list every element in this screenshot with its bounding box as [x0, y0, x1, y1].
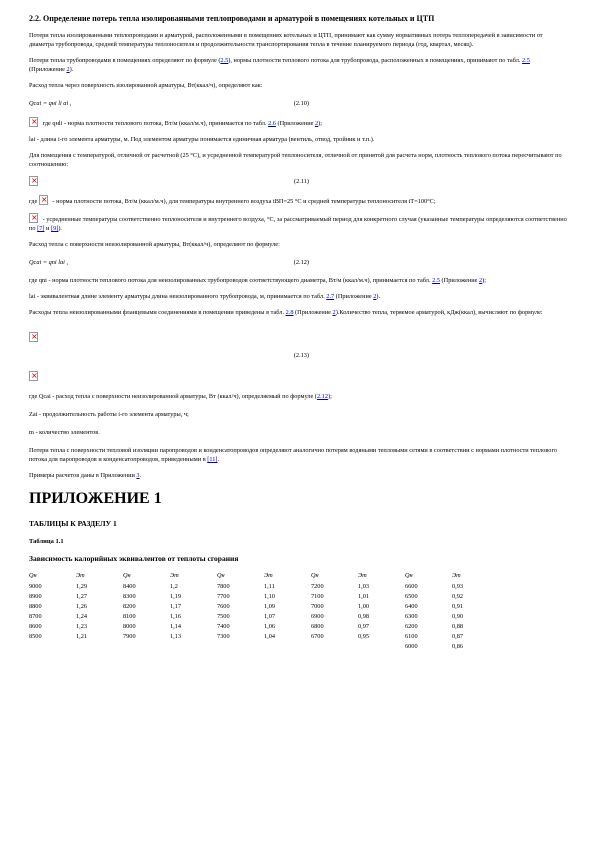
table-cell: 9000 [29, 582, 42, 590]
link-table-2-6[interactable]: 2.6 [268, 120, 276, 127]
table-cell: 1,17 [170, 602, 182, 610]
table-cell: 6600 [405, 582, 418, 590]
table-cell: 1,13 [170, 632, 182, 640]
table-cell [217, 641, 264, 651]
equation-2-10 [29, 99, 567, 108]
paragraph-7: где × - норма плотности потока, Вт/м (ккал/м.ч), для температуры внутреннего воздуха tВП=25 °С и средней температуры теплоносителя tT=100°C; [29, 195, 567, 206]
table-row [29, 581, 499, 591]
paragraph-8: × - усредненные температуры соответственно теплоносителя и внутреннего воздуха, °С, за рассматриваемый период для конкретного случая (указанные температуры определяются соответственно по [7] и [9]). [29, 213, 567, 233]
link-table-2-5[interactable]: 2.5 [522, 57, 530, 64]
equation-2-13-part-2 [29, 366, 567, 384]
table-row [29, 611, 499, 621]
link-table-2-7[interactable]: 2.7 [326, 293, 335, 300]
table-cell: 0,91 [452, 602, 464, 610]
table-row [29, 591, 499, 601]
equation-2-11 [29, 176, 567, 186]
table-cell: 1,09 [264, 602, 276, 610]
paragraph-10: где qni - норма плотности теплового потока для неизолированных трубопроводов соответствующего диаметра, Вт/м (ккал/м.ч), принимается по табл. 2.5 (Приложение 2); [29, 277, 487, 284]
table-cell: 6500 [405, 592, 418, 600]
table-cell: 7600 [217, 602, 230, 610]
table-cell: 0,90 [452, 612, 464, 620]
broken-image-icon [29, 213, 38, 223]
table-header-cell: Эт [358, 572, 367, 579]
table-cell: 7200 [311, 582, 324, 590]
table-cell: 8500 [29, 632, 42, 640]
table-cell: 0,97 [358, 622, 370, 630]
table-cell: 8700 [29, 612, 42, 620]
table-cell [29, 641, 76, 651]
paragraph-2: Потери тепла трубопроводами в помещениях определяют по формуле (2.5), нормы плотности теплового потока для трубопровода, расположенных в помещениях, принимают по табл. 2.5 (Приложение 2). [29, 57, 530, 73]
paragraph-14: Zai - продолжительность работы i-го элемента арматуры, ч; [29, 411, 189, 418]
paragraph-12: Расходы тепла неизолированными фланцевыми соединениями в помещении приведены в табл. 2.8 (Приложение 2).Количество тепла, теряемое арматурой, кДж(ккал), вычисляют по формуле: [29, 309, 543, 316]
table-cell: 8400 [123, 582, 136, 590]
table-cell: 0,95 [358, 632, 370, 640]
equation-2-13-part-1 [29, 327, 567, 345]
equation-2-11-number: (2.11) [294, 177, 309, 185]
table-header-cell: Эт [76, 572, 85, 579]
link-ref-9[interactable]: [9] [50, 225, 59, 232]
appendix-title: ПРИЛОЖЕНИЕ 1 [29, 490, 162, 507]
table-cell: 1,16 [170, 612, 182, 620]
table-header-row [29, 570, 499, 581]
table-cell: 1,21 [76, 632, 88, 640]
table-cell: 6000 [405, 642, 418, 650]
paragraph-9: Расход тепла с поверхности неизолированной арматуры, Вт(ккал/ч), определяют по формуле: [29, 241, 280, 248]
table-cell: 7000 [311, 602, 324, 610]
table-cell: 7800 [217, 582, 230, 590]
link-formula-2-12[interactable]: 2.12 [316, 393, 328, 400]
table-cell: 1,27 [76, 592, 88, 600]
table-cell: 1,00 [358, 602, 370, 610]
table-row [29, 601, 499, 611]
table-cell [123, 641, 170, 651]
table-cell: 1,29 [76, 582, 88, 590]
table-cell: 1,10 [264, 592, 276, 600]
table-cell: 0,92 [452, 592, 464, 600]
table-cell: 1,06 [264, 622, 276, 630]
link-appendix-2[interactable]: 2 [332, 309, 336, 316]
table-cell: 1,07 [264, 612, 276, 620]
table-cell: 1,11 [264, 582, 275, 590]
table-cell [264, 641, 311, 651]
equation-2-12 [29, 258, 567, 267]
table-cell: 6700 [311, 632, 324, 640]
table-cell: 7900 [123, 632, 136, 640]
link-formula-2-5[interactable]: 2.5 [220, 57, 229, 64]
table-cell: 1,01 [358, 592, 370, 600]
table-cell: 1,04 [264, 632, 276, 640]
table-header-cell: Qн [405, 572, 413, 579]
table-cell: 6900 [311, 612, 324, 620]
link-table-2-8[interactable]: 2.8 [285, 309, 294, 316]
broken-image-icon [39, 195, 48, 205]
broken-image-icon [29, 176, 38, 186]
table-cell: 8100 [123, 612, 136, 620]
table-cell: 1,2 [170, 582, 178, 590]
table-header-cell: Эт [452, 572, 461, 579]
table-cell: 7100 [311, 592, 324, 600]
table-cell: 6300 [405, 612, 418, 620]
table-header-cell: Эт [264, 572, 273, 579]
link-appendix-2[interactable]: 2 [373, 293, 377, 300]
table-cell: 1,23 [76, 622, 88, 630]
table-row [29, 641, 499, 651]
table-cell: 6200 [405, 622, 418, 630]
broken-image-icon [29, 371, 38, 381]
table-cell: 0,93 [452, 582, 464, 590]
equation-2-10-number: (2.10) [293, 100, 309, 107]
table-cell: 0,88 [452, 622, 464, 630]
table-cell: 1,03 [358, 582, 370, 590]
table-number: Таблица 1.1 [29, 538, 64, 545]
table-header-cell: Qн [123, 572, 131, 579]
link-appendix-3[interactable]: 3 [136, 472, 140, 479]
broken-image-icon [29, 332, 38, 342]
table-cell: 7300 [217, 632, 230, 640]
equation-2-13-number: (2.13) [293, 352, 309, 359]
table-cell: 0,98 [358, 612, 370, 620]
table-cell: 8300 [123, 592, 136, 600]
paragraph-5: lai - длина i-го элемента арматуры, м. Под элементом арматуры понимается единичная арматура (вентиль, отвод, тройник и т.п.). [29, 136, 375, 143]
paragraph-17: Примеры расчетов даны в Приложении 3. [29, 472, 142, 479]
table-title: Зависимость калорийных эквивалентов от теплоты сгорания [29, 554, 239, 563]
calorific-equivalents-table [29, 570, 499, 651]
table-cell: 7700 [217, 592, 230, 600]
link-appendix-2[interactable]: 2 [479, 277, 483, 284]
table-cell: 6400 [405, 602, 418, 610]
table-cell: 6800 [311, 622, 324, 630]
link-ref-11[interactable]: [11] [207, 456, 218, 463]
table-cell: 1,26 [76, 602, 88, 610]
table-cell: 1,24 [76, 612, 88, 620]
link-appendix-2[interactable]: 2 [66, 66, 70, 73]
table-cell: 6100 [405, 632, 418, 640]
paragraph-11: lai - эквивалентная длине элементу арматуры длина неизолированного трубопровода, м, принимается по табл. 2.7 (Приложение 2). [29, 293, 381, 300]
table-cell [311, 641, 358, 651]
link-ref-7[interactable]: [7] [37, 225, 45, 232]
table-row [29, 631, 499, 641]
paragraph-3: Расход тепла через поверхность изолированной арматуры, Вт(ккал/ч), определяют как: [29, 82, 263, 89]
table-cell: 1,19 [170, 592, 182, 600]
table-cell: 8900 [29, 592, 42, 600]
paragraph-15: m - количество элементов. [29, 429, 100, 436]
table-cell: 8600 [29, 622, 42, 630]
table-cell [170, 641, 217, 651]
table-cell [358, 641, 405, 651]
table-cell: 8000 [123, 622, 136, 630]
table-cell: 0,87 [452, 632, 464, 640]
equation-2-10-body: Qcai = qнi li ai , [29, 100, 72, 107]
paragraph-13: где Qcai - расход тепла с поверхности неизолированной арматуры, Вт (ккал/ч), определяемый по формуле (2.12); [29, 393, 332, 400]
broken-image-icon [29, 117, 38, 127]
paragraph-4: × где qнli - норма плотности теплового потока, Вт/м (ккал/м.ч), принимается по табл. 2.6 (Приложение 2); [29, 117, 567, 128]
paragraph-16: Потери тепла с поверхности тепловой изоляции паропроводов и конденсатопроводов определяют аналогично потерям водяными тепловыми сетями в соответствии с нормами плотности теплового потока для паропроводов и конденсатопроводов, приведенными в [11]. [29, 447, 558, 463]
paragraph-1: Потери тепла изолированными теплопроводами и арматурой, расположенными в помещениях котельных и ЦТП, принимают как сумму нормативных потерь теплопередачей в зависимости от диаметра трубопровода, средней температуры теплоносителя и продолжительности транспортирования тепла в течение планируемого периода (год, квартал, месяц). [29, 32, 543, 48]
table-header-cell: Qн [29, 572, 37, 579]
appendix-subtitle: ТАБЛИЦЫ К РАЗДЕЛУ 1 [29, 519, 117, 528]
table-body [29, 581, 499, 651]
document-page [29, 14, 567, 651]
table-header-cell: Qн [311, 572, 319, 579]
table-cell: 7500 [217, 612, 230, 620]
table-cell: 8200 [123, 602, 136, 610]
table-cell: 1,14 [170, 622, 182, 630]
section-title: 2.2. Определение потерь тепла изолированными теплопроводами и арматурой в помещениях котельных и ЦТП [29, 14, 435, 23]
table-header-cell: Qн [217, 572, 225, 579]
table-cell: 8800 [29, 602, 42, 610]
link-table-2-5[interactable]: 2.5 [432, 277, 440, 284]
equation-2-12-number: (2.12) [293, 259, 309, 266]
equation-2-13 [29, 351, 567, 360]
table-header-cell: Эт [170, 572, 179, 579]
link-appendix-2[interactable]: 2 [314, 120, 319, 127]
table-cell: 0,86 [452, 642, 464, 650]
paragraph-6: Для помещения с температурой, отличной от расчетной (25 °С), и усредненной температурой теплоносителя, отличной от принятой для расчета норм, плотность теплового потока пересчитывают по соотношению: [29, 152, 562, 168]
table-cell [76, 641, 123, 651]
equation-2-12-body: Qcai = qni lai , [29, 259, 69, 266]
table-cell: 7400 [217, 622, 230, 630]
table-row [29, 621, 499, 631]
